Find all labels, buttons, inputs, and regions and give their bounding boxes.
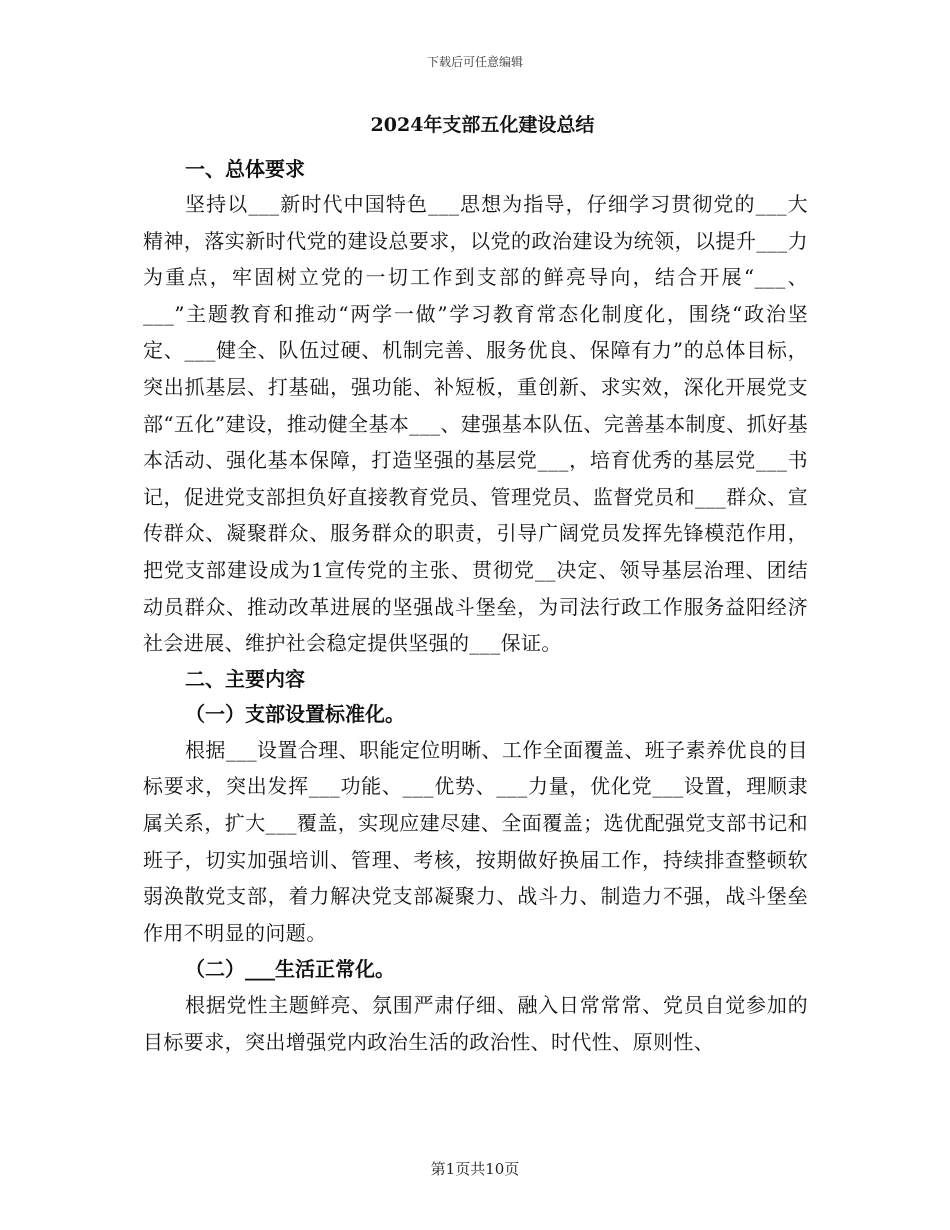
page-header-note: 下载后可任意编辑 bbox=[426, 55, 523, 69]
page-footer-page-number: 第1页共10页 bbox=[430, 1160, 520, 1178]
subsection-heading-life-normalization: （二）___生活正常化。 bbox=[185, 957, 395, 982]
section-heading-overall-requirements: 一、总体要求 bbox=[185, 157, 305, 181]
paragraph-branch-setup: 根据___设置合理、职能定位明晰、工作全面覆盖、班子素养优良的目标要求，突出发挥___功能、___优势、___力量，优化党___设置，理顺隶属关系，扩大___覆盖，实现应建尽建、全面覆盖；选优配强党支部书记和班子，切实加强培训、管理、考核，按期做好换届工作，持续排查整顿软弱涣散党支部，着力解决党支部凝聚力、战斗力、制造力不强，战斗堡垒作用不明显的问题。 bbox=[143, 737, 808, 945]
subsection-heading-branch-setup: （一）支部设置标准化。 bbox=[185, 701, 405, 726]
paragraph-life-normalization: 根据党性主题鲜亮、氛围严肃仔细、融入日常常常、党员自觉参加的目标要求，突出增强党内政治生活的政治性、时代性、原则性、 bbox=[143, 993, 808, 1054]
document-body bbox=[143, 110, 808, 1060]
section-heading-main-content: 二、主要内容 bbox=[185, 666, 305, 691]
paragraph-overall-requirements: 坚持以___新时代中国特色___思想为指导，仔细学习贯彻党的___大精神，落实新时代党的建设总要求，以党的政治建设为统领，以提升___力为重点，牢固树立党的一切工作到支部的鲜亮导向，结合开展“___、___”主题教育和推动“两学一做”学习教育常态化制度化，围绕“政治坚定、___健全、队伍过硬、机制完善、服务优良、保障有力”的总体目标，突出抓基层、打基础，强功能、补短板，重创新、求实效，深化开展党支部“五化”建设，推动健全基本___、建强基本队伍、完善基本制度、抓好基本活动、强化基本保障，打造坚强的基层党___，培育优秀的基层党___书记，促进党支部担负好直接教育党员、管理党员、监督党员和___群众、宣传群众、凝聚群众、服务群众的职责，引导广阔党员发挥先锋模范作用，把党支部建设成为1宣传党的主张、贯彻党__决定、领导基层治理、团结动员群众、推动改革进展的坚强战斗堡垒，为司法行政工作服务益阳经济社会进展、维护社会稳定提供坚强的___保证。 bbox=[143, 192, 808, 656]
document-title: 2024年支部五化建设总结 bbox=[370, 114, 595, 136]
